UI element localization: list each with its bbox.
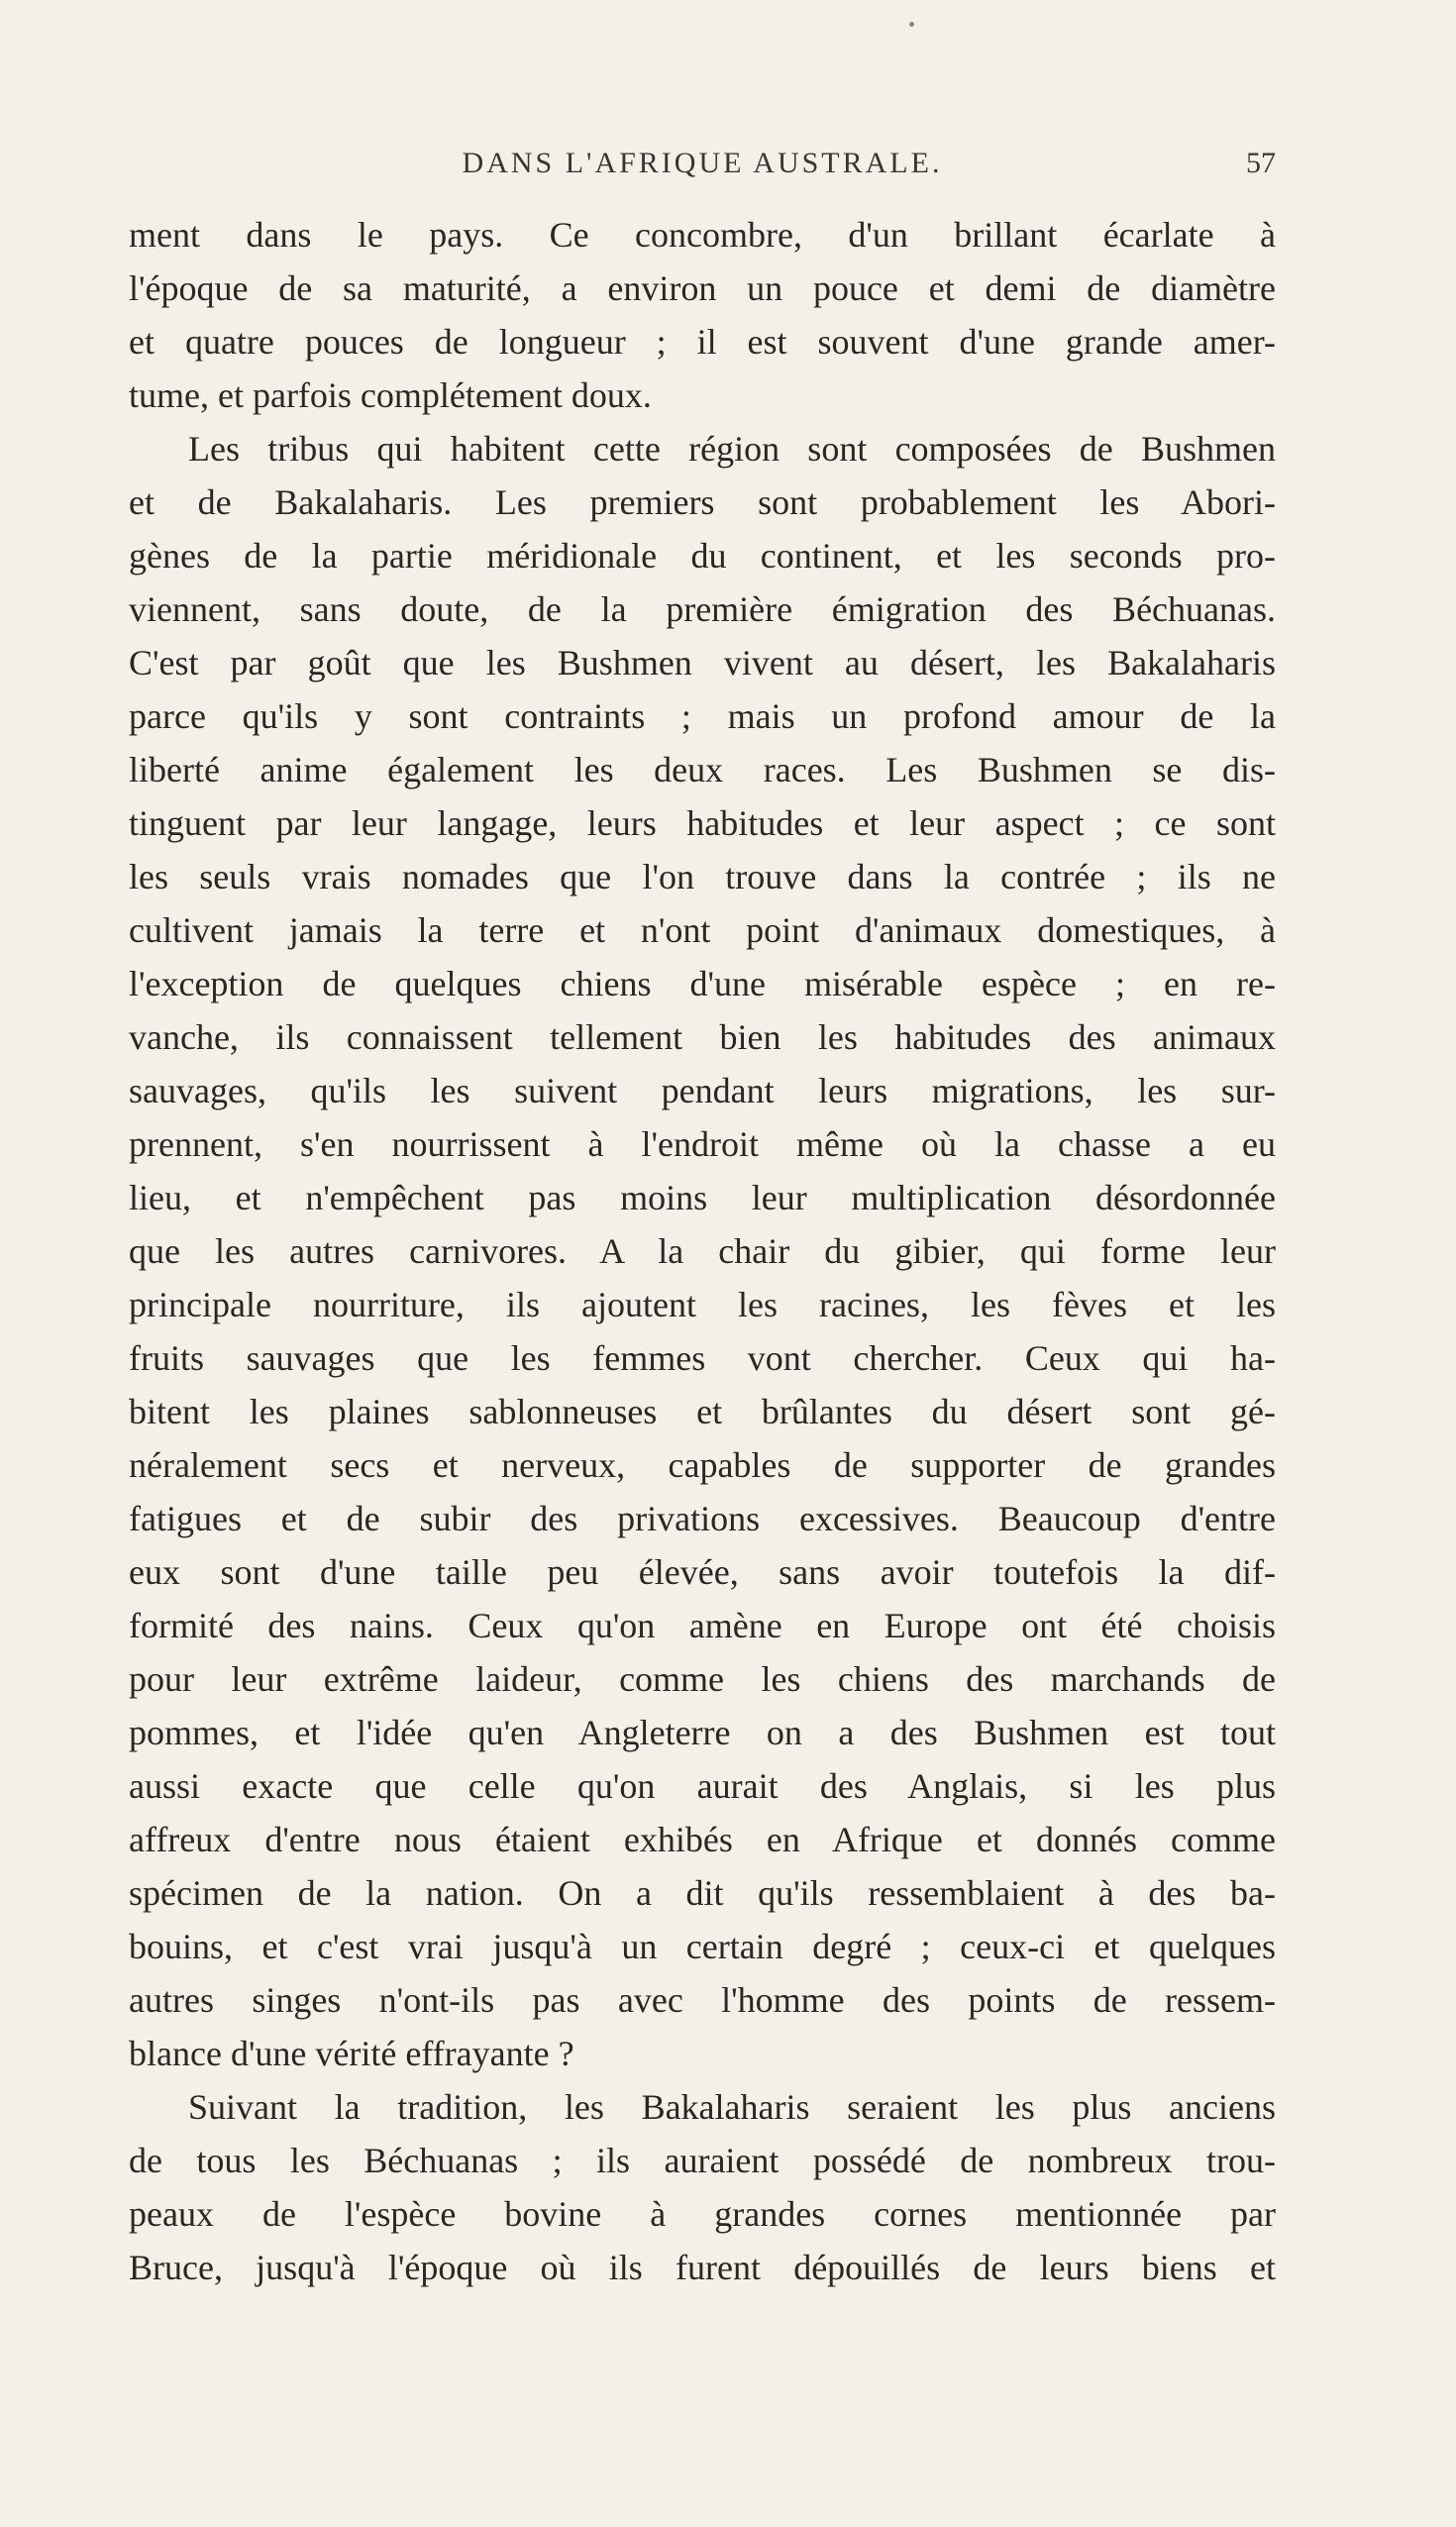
text-line: l'époque de sa maturité, a environ un pouce et demi de diamètre <box>129 268 1276 308</box>
text-line: que les autres carnivores. A la chair du gibier, qui forme leur <box>129 1231 1276 1271</box>
text-line: parce qu'ils y sont contraints ; mais un profond amour de la <box>129 696 1276 736</box>
paper-speck <box>909 22 914 27</box>
text-line: pommes, et l'idée qu'en Angleterre on a des Bushmen est tout <box>129 1713 1276 1752</box>
text-line: bouins, et c'est vrai jusqu'à un certain degré ; ceux-ci et quelques <box>129 1927 1276 1966</box>
text-line: vanche, ils connaissent tellement bien les habitudes des animaux <box>129 1017 1276 1057</box>
text-line: et de Bakalaharis. Les premiers sont probablement les Abori- <box>129 482 1276 522</box>
text-line: pour leur extrême laideur, comme les chiens des marchands de <box>129 1659 1276 1699</box>
text-line: principale nourriture, ils ajoutent les racines, les fèves et les <box>129 1285 1276 1324</box>
text-line: sauvages, qu'ils les suivent pendant leurs migrations, les sur- <box>129 1071 1276 1110</box>
text-line: Suivant la tradition, les Bakalaharis seraient les plus anciens <box>188 2087 1276 2127</box>
page-header <box>129 147 1276 186</box>
running-title: DANS L'AFRIQUE AUSTRALE. <box>462 147 943 179</box>
text-line: C'est par goût que les Bushmen vivent au désert, les Bakalaharis <box>129 643 1276 683</box>
text-line: viennent, sans doute, de la première émigration des Béchuanas. <box>129 589 1276 629</box>
text-line: eux sont d'une taille peu élevée, sans avoir toutefois la dif- <box>129 1552 1276 1592</box>
text-line: l'exception de quelques chiens d'une misérable espèce ; en re- <box>129 964 1276 1003</box>
text-line: Les tribus qui habitent cette région sont composées de Bushmen <box>188 429 1276 469</box>
text-line: les seuls vrais nomades que l'on trouve dans la contrée ; ils ne <box>129 857 1276 896</box>
text-line: blance d'une vérité effrayante ? <box>129 2034 574 2073</box>
text-line: peaux de l'espèce bovine à grandes cornes mentionnée par <box>129 2194 1276 2234</box>
text-line: liberté anime également les deux races. Les Bushmen se dis- <box>129 750 1276 790</box>
page-number: 57 <box>1246 147 1276 179</box>
text-line: gènes de la partie méridionale du continent, et les seconds pro- <box>129 536 1276 576</box>
text-line: autres singes n'ont-ils pas avec l'homme des points de ressem- <box>129 1980 1276 2020</box>
text-line: tinguent par leur langage, leurs habitudes et leur aspect ; ce sont <box>129 803 1276 843</box>
text-line: bitent les plaines sablonneuses et brûlantes du désert sont gé- <box>129 1392 1276 1431</box>
text-line: aussi exacte que celle qu'on aurait des Anglais, si les plus <box>129 1766 1276 1806</box>
text-line: tume, et parfois complétement doux. <box>129 375 652 415</box>
text-line: Bruce, jusqu'à l'époque où ils furent dépouillés de leurs biens et <box>129 2248 1276 2287</box>
text-line: ment dans le pays. Ce concombre, d'un brillant écarlate à <box>129 215 1276 255</box>
text-line: affreux d'entre nous étaient exhibés en Afrique et donnés comme <box>129 1820 1276 1859</box>
text-line: de tous les Béchuanas ; ils auraient possédé de nombreux trou- <box>129 2141 1276 2180</box>
text-line: cultivent jamais la terre et n'ont point d'animaux domestiques, à <box>129 910 1276 950</box>
body-text <box>129 208 1276 2294</box>
text-line: et quatre pouces de longueur ; il est souvent d'une grande amer- <box>129 322 1276 362</box>
text-line: formité des nains. Ceux qu'on amène en Europe ont été choisis <box>129 1606 1276 1645</box>
text-line: néralement secs et nerveux, capables de supporter de grandes <box>129 1445 1276 1485</box>
text-line: spécimen de la nation. On a dit qu'ils ressemblaient à des ba- <box>129 1873 1276 1913</box>
text-line: prennent, s'en nourrissent à l'endroit même où la chasse a eu <box>129 1124 1276 1164</box>
text-line: fatigues et de subir des privations excessives. Beaucoup d'entre <box>129 1499 1276 1538</box>
text-line: lieu, et n'empêchent pas moins leur multiplication désordonnée <box>129 1178 1276 1217</box>
text-line: fruits sauvages que les femmes vont chercher. Ceux qui ha- <box>129 1338 1276 1378</box>
